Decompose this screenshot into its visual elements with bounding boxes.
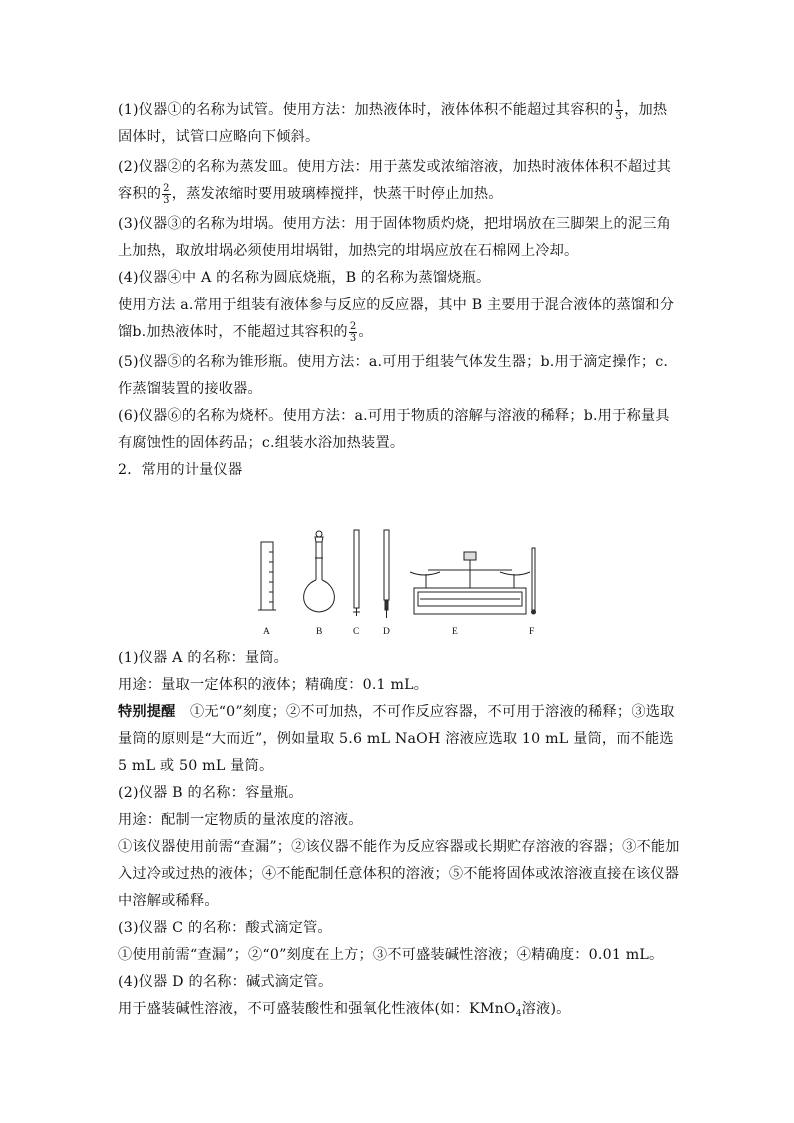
text: 使用方法 a.常用于组装有液体参与反应的反应器，其中 B 主要用于混合液体的蒸馏和分馏b.加热液体时，不能超过其容积的 — [118, 297, 675, 340]
graduated-cylinder-icon — [258, 542, 276, 610]
paragraph-conical-flask: (5)仪器⑤的名称为锥形瓶。使用方法：a.可用于组装气体发生器；b.用于滴定操作；c.作蒸馏装置的接收器。 — [118, 354, 669, 397]
text: ，加热固体时，试管口应略向下倾斜。 — [118, 102, 668, 145]
tip-label: 特别提醒 — [118, 704, 176, 720]
fraction: $\frac{2}{3}$ — [163, 182, 170, 206]
thermometer-icon — [532, 548, 536, 614]
section-2-text — [118, 645, 680, 1028]
volumetric-flask-icon — [304, 531, 335, 612]
text: ①无“0”刻度；②不可加热，不可作反应容器，不可用于溶液的稀释；③选取量筒的原则是“大而近”，例如量取 5.6 mL NaOH 溶液应选取 10 mL 量筒，而不能选 5 mL 或 50 mL 量筒。 — [118, 704, 675, 774]
subscript: 4 — [515, 1009, 522, 1019]
paragraph-flasks: (4)仪器④中 A 的名称为圆底烧瓶，B 的名称为蒸馏烧瓶。 — [118, 270, 491, 286]
paragraph-volumetric-notes: ①该仪器使用前需“查漏”；②该仪器不能作为反应容器或长期贮存溶液的容器；③不能加入过冷或过热的液体；④不能配制任意体积的溶液；⑤不能将固体或浓溶液直接在该仪器中溶解或稀释。 — [118, 839, 680, 909]
instruments-figure — [248, 528, 568, 648]
paragraph-base-burette-notes — [118, 996, 680, 1028]
paragraph-evaporating-dish — [118, 154, 680, 208]
instruments-illustration — [248, 528, 568, 648]
paragraph-acid-burette-notes: ①使用前需“查漏”；②“0”刻度在上方；③不可盛装碱性溶液；④精确度：0.01 mL。 — [118, 947, 664, 963]
text: (1)仪器①的名称为试管。使用方法：加热液体时，液体体积不能超过其容积的 — [118, 102, 614, 118]
label-f: F — [529, 627, 535, 637]
paragraph-test-tube — [118, 97, 680, 151]
paragraph-volumetric-use: 用途：配制一定物质的量浓度的溶液。 — [118, 812, 363, 828]
paragraph-crucible: (3)仪器③的名称为坩埚。使用方法：用于固体物质灼烧，把坩埚放在三脚架上的泥三角上加热，取放坩埚必须使用坩埚钳，加热完的坩埚应放在石棉网上冷却。 — [118, 216, 672, 259]
paragraph-volumetric: (2)仪器 B 的名称：容量瓶。 — [118, 785, 303, 801]
paragraph-cylinder: (1)仪器 A 的名称：量筒。 — [118, 650, 289, 666]
balance-icon — [410, 552, 530, 614]
label-a: A — [263, 627, 270, 637]
text: 用于盛装碱性溶液，不可盛装酸性和强氧化性液体(如：KMnO — [118, 1001, 516, 1017]
paragraph-beaker: (6)仪器⑥的名称为烧杯。使用方法：a.可用于物质的溶解与溶液的稀释；b.用于称量具有腐蚀性的固体药品；c.组装水浴加热装置。 — [118, 408, 670, 451]
paragraph-cylinder-use: 用途：量取一定体积的液体；精确度：0.1 mL。 — [118, 677, 429, 693]
text: 。 — [358, 324, 373, 340]
paragraph-base-burette: (4)仪器 D 的名称：碱式滴定管。 — [118, 974, 333, 990]
text: 溶液)。 — [521, 1001, 571, 1017]
label-b: B — [316, 627, 323, 637]
label-e: E — [452, 627, 458, 637]
label-c: C — [353, 627, 360, 637]
paragraph-flask-usage — [118, 292, 680, 346]
section-1-text — [118, 97, 680, 484]
acid-burette-icon — [353, 530, 360, 616]
base-burette-icon — [384, 530, 389, 618]
fraction: $\frac{2}{3}$ — [349, 320, 357, 344]
fraction: $\frac{1}{3}$ — [615, 98, 623, 122]
section-heading: 2．常用的计量仪器 — [118, 462, 243, 478]
text: (2)仪器②的名称为蒸发皿。使用方法：用于蒸发或浓缩溶液，加热时液体体积不超过其容积的 — [118, 159, 672, 202]
paragraph-cylinder-tip — [118, 699, 680, 780]
label-d: D — [383, 627, 390, 637]
paragraph-acid-burette: (3)仪器 C 的名称：酸式滴定管。 — [118, 920, 332, 936]
text: ，蒸发浓缩时要用玻璃棒搅拌，快蒸干时停止加热。 — [171, 186, 503, 202]
